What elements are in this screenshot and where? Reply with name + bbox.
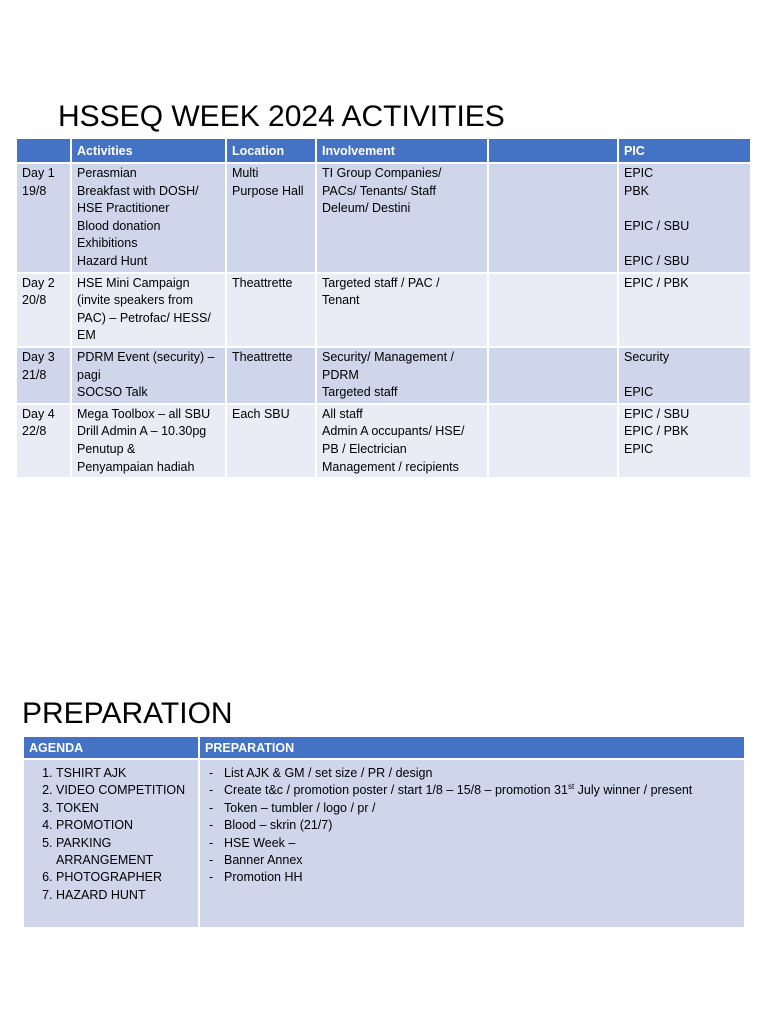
cell-line: Blood donation <box>77 218 161 233</box>
preparation-header-row <box>24 737 744 759</box>
header-day <box>17 139 71 163</box>
cell-line: 20/8 <box>22 293 47 308</box>
cell-line: SOCSO Talk <box>77 385 148 400</box>
location-cell <box>226 404 316 478</box>
cell-line: 22/8 <box>22 424 47 439</box>
activities-cell <box>71 404 226 478</box>
header-activities: Activities <box>71 139 226 163</box>
cell-line: EM <box>77 328 96 343</box>
cell-line: Management / recipients <box>322 459 459 474</box>
cell-line: Purpose Hall <box>232 183 304 198</box>
agenda-item: 5. PARKING ARRANGEMENT <box>56 835 193 870</box>
cell-line: HSE Practitioner <box>77 201 170 216</box>
cell-line: Perasmian <box>77 166 137 180</box>
preparation-item: - Create t&c / promotion poster / start 1/8 – 15/8 – promotion 31st July winner / present <box>205 782 739 799</box>
cell-line: 19/8 <box>22 183 47 198</box>
agenda-item: 7. HAZARD HUNT <box>56 887 193 904</box>
preparation-item: - Banner Annex <box>205 852 739 869</box>
cell-line: EPIC / PBK <box>624 424 689 439</box>
cell-line: Multi <box>232 166 259 180</box>
cell-line: Each SBU <box>232 406 290 421</box>
activities-table <box>17 139 750 479</box>
cell-line: Security <box>624 349 670 364</box>
agenda-item: 2. VIDEO COMPETITION <box>56 782 193 799</box>
cell-line: Day 4 <box>22 406 55 421</box>
cell-line: Day 3 <box>22 349 55 364</box>
header-location: Location <box>226 139 316 163</box>
cell-line: Drill Admin A – 10.30pg <box>77 424 207 439</box>
cell-line: Theattrette <box>232 275 293 290</box>
preparation-cell <box>199 759 744 927</box>
preparation-title: PREPARATION <box>22 697 233 730</box>
cell-line: Targeted staff <box>322 385 398 400</box>
location-cell <box>226 163 316 273</box>
preparation-item: - List AJK & GM / set size / PR / design <box>205 765 739 782</box>
cell-line: Tenant <box>322 293 360 308</box>
pic-cell <box>618 404 750 478</box>
cell-line: Penyampaian hadiah <box>77 459 195 474</box>
cell-line: PBK <box>624 183 650 198</box>
location-cell <box>226 347 316 404</box>
day-cell <box>17 163 71 273</box>
header-involvement: Involvement <box>316 139 488 163</box>
cell-line: TI Group Companies/ <box>322 166 442 180</box>
agenda-item: 1. TSHIRT AJK <box>56 765 193 782</box>
cell-line: EPIC <box>624 166 654 180</box>
cell-line: EPIC / PBK <box>624 275 689 290</box>
cell-line: Day 2 <box>22 275 55 290</box>
blank-cell <box>488 273 618 347</box>
blank-cell <box>488 347 618 404</box>
cell-line: PACs/ Tenants/ Staff <box>322 183 436 198</box>
cell-line: PDRM Event (security) – <box>77 349 215 364</box>
agenda-item: 3. TOKEN <box>56 800 193 817</box>
table-row <box>17 404 750 478</box>
cell-line: Security/ Management / <box>322 349 455 364</box>
pic-cell <box>618 163 750 273</box>
preparation-item: - HSE Week – <box>205 835 739 852</box>
preparation-list <box>205 765 739 887</box>
agenda-list <box>29 765 193 904</box>
cell-line: pagi <box>77 367 101 382</box>
table-row <box>17 273 750 347</box>
cell-line: 21/8 <box>22 367 47 382</box>
agenda-cell <box>24 759 199 927</box>
activities-cell <box>71 347 226 404</box>
activities-header-row <box>17 139 750 163</box>
agenda-item: 6. PHOTOGRAPHER <box>56 869 193 886</box>
cell-line: PAC) – Petrofac/ HESS/ <box>77 310 211 325</box>
cell-line: Exhibitions <box>77 236 138 251</box>
activities-cell <box>71 273 226 347</box>
involvement-cell <box>316 273 488 347</box>
header-preparation: PREPARATION <box>199 737 744 759</box>
preparation-table <box>24 737 744 927</box>
cell-line: PDRM <box>322 367 359 382</box>
blank-line <box>624 367 745 385</box>
pic-cell <box>618 347 750 404</box>
cell-line: Penutup & <box>77 441 136 456</box>
cell-line: EPIC / SBU <box>624 218 690 233</box>
header-blank <box>488 139 618 163</box>
cell-line: EPIC <box>624 385 654 400</box>
preparation-row <box>24 759 744 927</box>
cell-line: Theattrette <box>232 349 293 364</box>
cell-line: EPIC / SBU <box>624 406 690 421</box>
day-cell <box>17 273 71 347</box>
table-row <box>17 163 750 273</box>
agenda-item: 4. PROMOTION <box>56 817 193 834</box>
preparation-item: - Blood – skrin (21/7) <box>205 817 739 834</box>
involvement-cell <box>316 347 488 404</box>
blank-cell <box>488 404 618 478</box>
cell-line: Hazard Hunt <box>77 253 148 268</box>
cell-line: EPIC / SBU <box>624 253 690 268</box>
activities-cell <box>71 163 226 273</box>
day-cell <box>17 404 71 478</box>
blank-cell <box>488 163 618 273</box>
cell-line: PB / Electrician <box>322 441 407 456</box>
cell-line: EPIC <box>624 441 654 456</box>
pic-cell <box>618 273 750 347</box>
involvement-cell <box>316 163 488 273</box>
location-cell <box>226 273 316 347</box>
cell-line: (invite speakers from <box>77 293 194 308</box>
cell-line: Deleum/ Destini <box>322 201 411 216</box>
cell-line: All staff <box>322 406 363 421</box>
cell-line: Targeted staff / PAC / <box>322 275 440 290</box>
preparation-item: - Token – tumbler / logo / pr / <box>205 800 739 817</box>
cell-line: Breakfast with DOSH/ <box>77 183 199 198</box>
blank-line <box>624 200 745 218</box>
header-pic: PIC <box>618 139 750 163</box>
cell-line: Mega Toolbox – all SBU <box>77 406 211 421</box>
table-row <box>17 347 750 404</box>
header-agenda: AGENDA <box>24 737 199 759</box>
blank-line <box>624 235 745 253</box>
cell-line: Day 1 <box>22 166 55 180</box>
cell-line: Admin A occupants/ HSE/ <box>322 424 465 439</box>
day-cell <box>17 347 71 404</box>
cell-line: HSE Mini Campaign <box>77 275 190 290</box>
page-title: HSSEQ WEEK 2024 ACTIVITIES <box>58 100 505 133</box>
preparation-item: - Promotion HH <box>205 869 739 886</box>
involvement-cell <box>316 404 488 478</box>
